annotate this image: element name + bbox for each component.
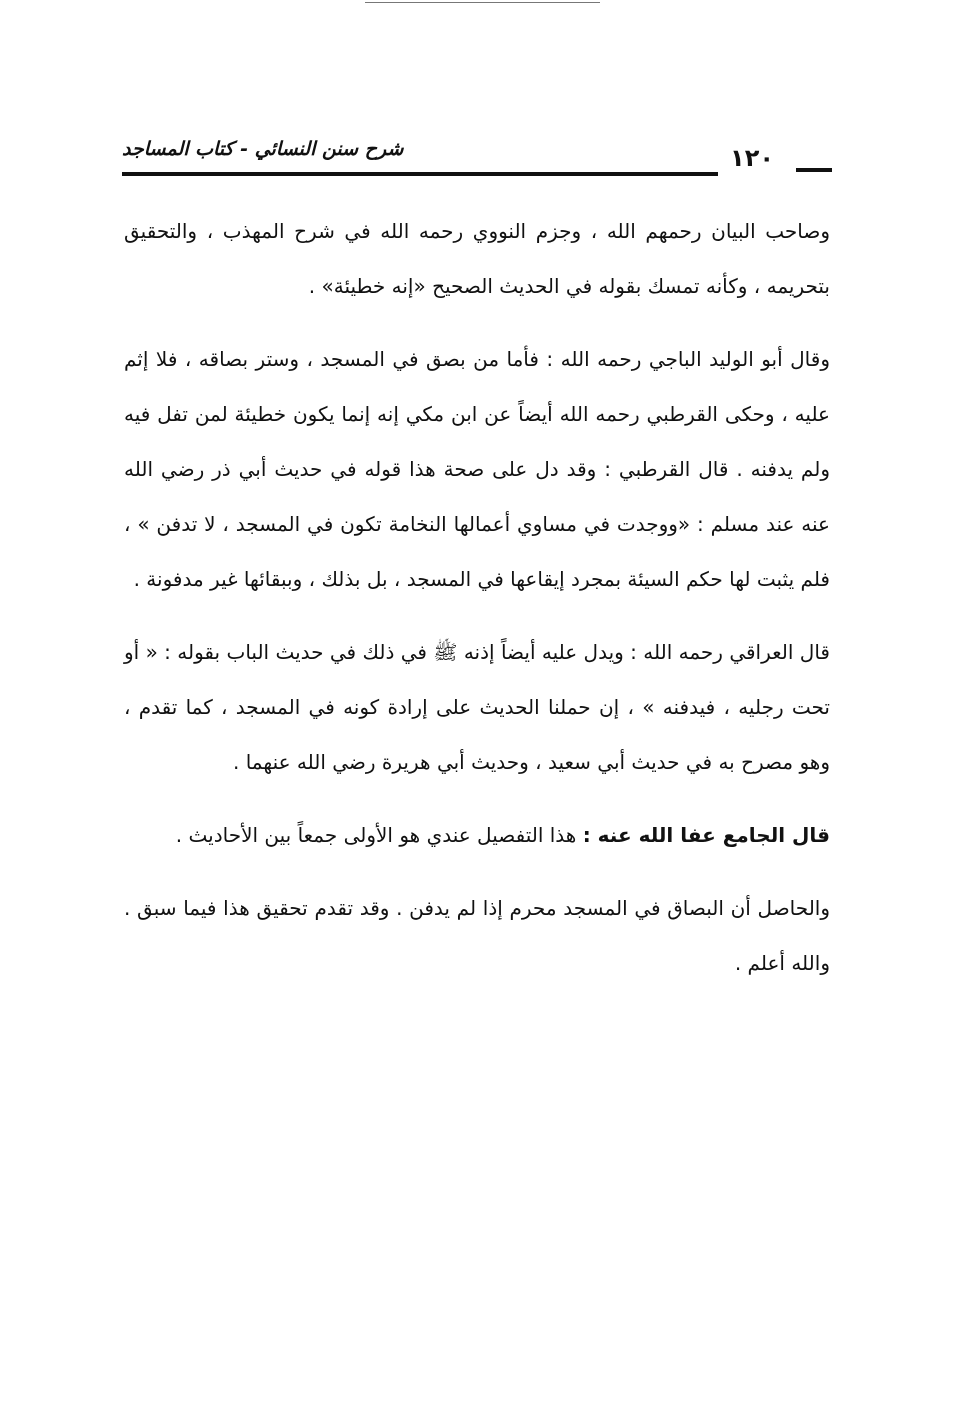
page-body bbox=[124, 204, 830, 1009]
page-header bbox=[122, 138, 832, 186]
paragraph bbox=[124, 881, 830, 991]
header-dash bbox=[796, 168, 832, 172]
paragraph bbox=[124, 332, 830, 607]
running-title: شرح سنن النسائي - كتاب المساجد bbox=[122, 138, 404, 160]
paragraph bbox=[124, 625, 830, 790]
paragraph bbox=[124, 204, 830, 314]
paragraph-text: هذا التفصيل عندي هو الأولى جمعاً بين الأحاديث . bbox=[175, 823, 583, 847]
paragraph-text: قال العراقي رحمه الله : ويدل عليه أيضاً إذنه ﷺ في ذلك في حديث الباب بقوله : « أو تحت رجليه ، فيدفنه » ، إن حملنا الحديث على إرادة كونه في المسجد ، كما تقدم ، وهو مصرح به في حديث أبي سعيد ، وحديث أبي هريرة رضي الله عنهما . bbox=[124, 640, 830, 774]
paragraph-text: والحاصل أن البصاق في المسجد محرم إذا لم يدفن . وقد تقدم تحقيق هذا فيما سبق . والله أعلم . bbox=[124, 896, 830, 975]
paragraph-text: وصاحب البيان رحمهم الله ، وجزم النووي رحمه الله في شرح المهذب ، والتحقيق بتحريمه ، وكأنه تمسك بقوله في الحديث الصحيح «إنه خطيئة» . bbox=[124, 219, 830, 298]
page-number: ١٢٠ bbox=[730, 144, 774, 172]
header-rule bbox=[122, 172, 718, 176]
paragraph bbox=[124, 808, 830, 863]
top-edge-line bbox=[365, 2, 600, 3]
paragraph-text: وقال أبو الوليد الباجي رحمه الله : فأما من بصق في المسجد ، وستر بصاقه ، فلا إثم عليه ، وحكى القرطبي رحمه الله أيضاً عن ابن مكي إنه إنما يكون خطيئة لمن تفل فيه ولم يدفنه . قال القرطبي : وقد دل على صحة هذا قوله في حديث أبي ذر رضي الله عنه عند مسلم : «ووجدت في مساوي أعمالها النخامة تكون في المسجد ، لا تدفن » ، فلم يثبت لها حكم السيئة بمجرد إيقاعها في المسجد ، بل بذلك ، وببقائها غير مدفونة . bbox=[124, 347, 830, 591]
paragraph-lead: قال الجامع عفا الله عنه : bbox=[582, 823, 830, 847]
